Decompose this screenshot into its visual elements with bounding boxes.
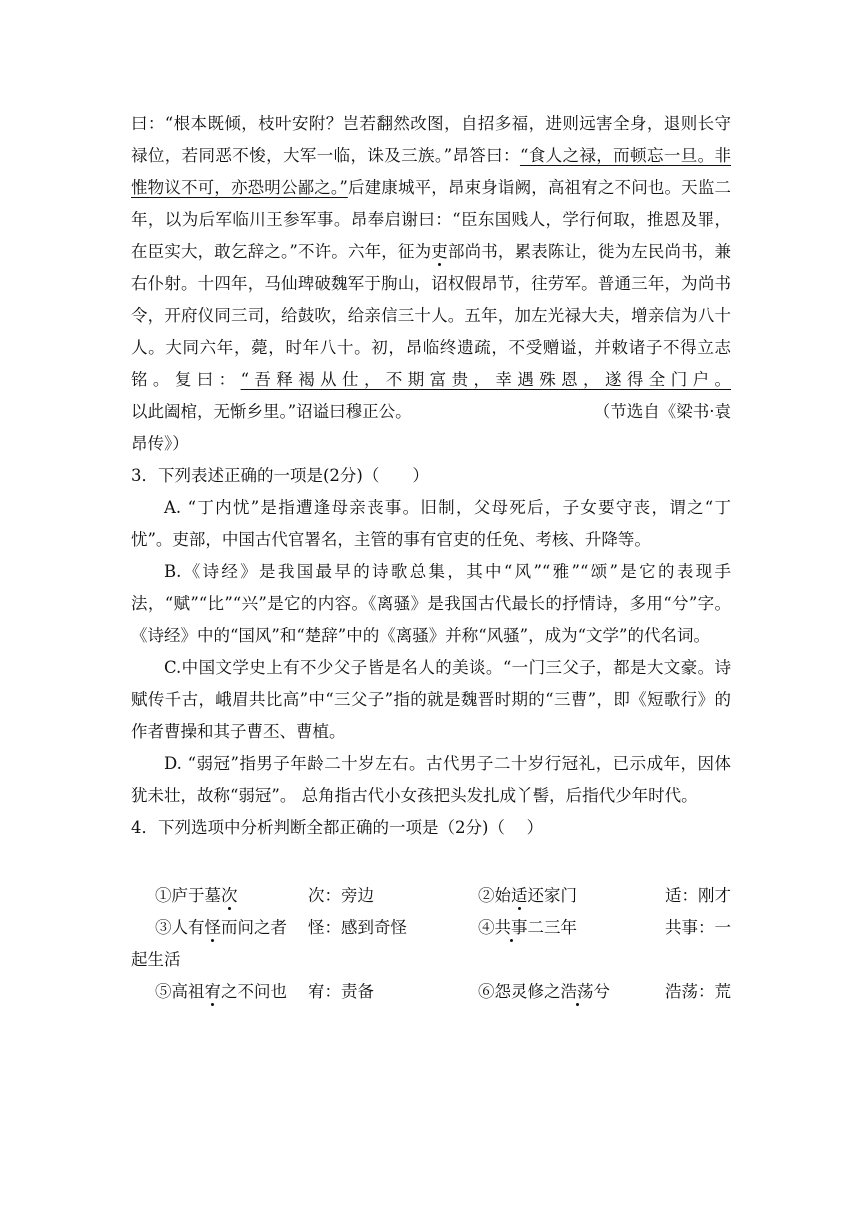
q4-item-5: ⑤高祖宥之不问也 — [155, 982, 287, 1001]
question-3-stem: 3．下列表述正确的一项是(2分)（ ） — [131, 466, 429, 485]
option-b: B.《诗经》是我国最早的诗歌总集，其中“风”“雅”“颂”是它的表现手法，“赋”“比”“兴”是它的内容。《离骚》是我国古代最长的抒情诗，多用“兮”字。《诗经》中的“国风”和“楚辞”中的《离骚》并称“风骚”，成为“文学”的代名词。 — [131, 562, 731, 645]
spacer — [131, 844, 731, 880]
dotted-character: 适 — [511, 886, 528, 905]
underlined-sentence: “吾释褐从仕，不期富贵，幸遇殊恩，遂得全门户。 — [240, 370, 732, 389]
option-c: C.中国文学史上有不少父子皆是名人的美谈。“一门三父子，都是大文豪。诗赋传千古，峨眉共比高”中“三父子”指的就是魏晋时期的“三曹”，即《短歌行》的作者曹操和其子曹丕、曹植。 — [131, 658, 731, 741]
q4-gloss-2: 适：刚才 — [665, 886, 731, 905]
q4-gloss-6: 浩荡：荒 — [665, 982, 731, 1001]
dotted-character: 怪 — [204, 918, 221, 937]
q4-item-1: ①庐于墓次 — [155, 886, 238, 905]
q4-row-2 — [131, 912, 731, 944]
passage-text: 部尚书，累表陈让，徙为左民尚书，兼右仆射。十四年，马仙琕破魏军于朐山，诏权假昂节，往劳军。普通三年，为尚书令，开府仪同三司，给鼓吹，给亲信三十人。五年，加左光禄大夫，增亲信为八十人。大同六年，薨，时年八十。初，昂临终遗疏，不受赠谥，并敕诸子不得立志铭。复曰： — [131, 242, 732, 389]
passage-text: 以此阖棺，无惭乡里。”诏谥曰穆正公。 — [131, 402, 412, 421]
dotted-character: 次 — [221, 886, 238, 905]
dotted-character: 共事 — [494, 918, 528, 937]
source-citation: （节选自《梁书·袁 — [593, 402, 731, 421]
q4-gloss-4-wrap: 起生活 — [131, 950, 181, 969]
q4-row-3 — [131, 976, 731, 1008]
q4-item-4: ④共事二三年 — [478, 918, 577, 937]
q4-gloss-3: 怪：感到奇怪 — [308, 918, 407, 937]
underlined-sentence: “食人之禄，而顿忘一旦。非惟物议不可，亦恐明公鄙之。” — [131, 146, 731, 197]
question-4-stem: 4．下列选项中分析判断全都正确的一项是（2分)（ ） — [131, 818, 544, 837]
q4-gloss-5: 宥：责备 — [308, 982, 374, 1001]
source-citation-end: 昂传》） — [131, 434, 189, 453]
passage-text: 曰：“根本既倾，枝叶安附？岂若翻然改图，自招多福，进则远害全身，退则长守禄位，若同恶不悛，大军一临，诛及三族。”昂答曰： — [131, 114, 731, 165]
dotted-character: 浩荡 — [560, 982, 594, 1001]
passage-text: 后建康城平，昂束身诣阙，高祖宥之不问也。天监二年，以为后军临川王参军事。昂奉启谢曰：“臣东国贱人，学行何取，推恩及罪，在臣实大，敢乞辞之。”不许。六年，征为 — [131, 178, 732, 261]
q4-gloss-1: 次：旁边 — [308, 886, 374, 905]
passage-paragraph — [131, 108, 731, 460]
passage-ending-line — [131, 396, 731, 428]
q4-item-6: ⑥怨灵修之浩荡兮 — [478, 982, 610, 1001]
q4-item-3: ③人有怪而问之者 — [155, 918, 287, 937]
q4-gloss-4: 共事：一 — [665, 918, 731, 937]
option-a: A. “丁内忧”是指遭逢母亲丧事。旧制，父母死后，子女要守丧，谓之“丁忧”。吏部，中国古代官署名，主管的事有官吏的任免、考核、升降等。 — [131, 498, 731, 549]
dotted-character: 吏 — [431, 242, 448, 261]
option-d: D. “弱冠”指男子年龄二十岁左右。古代男子二十岁行冠礼，已示成年，因体犹未壮，故称“弱冠”。 总角指古代小女孩把头发扎成丫髻，后指代少年时代。 — [131, 754, 731, 805]
dotted-character: 宥 — [204, 982, 221, 1001]
q4-row-1 — [131, 880, 731, 912]
q4-item-2: ②始适还家门 — [478, 886, 577, 905]
document-page — [131, 108, 731, 1008]
